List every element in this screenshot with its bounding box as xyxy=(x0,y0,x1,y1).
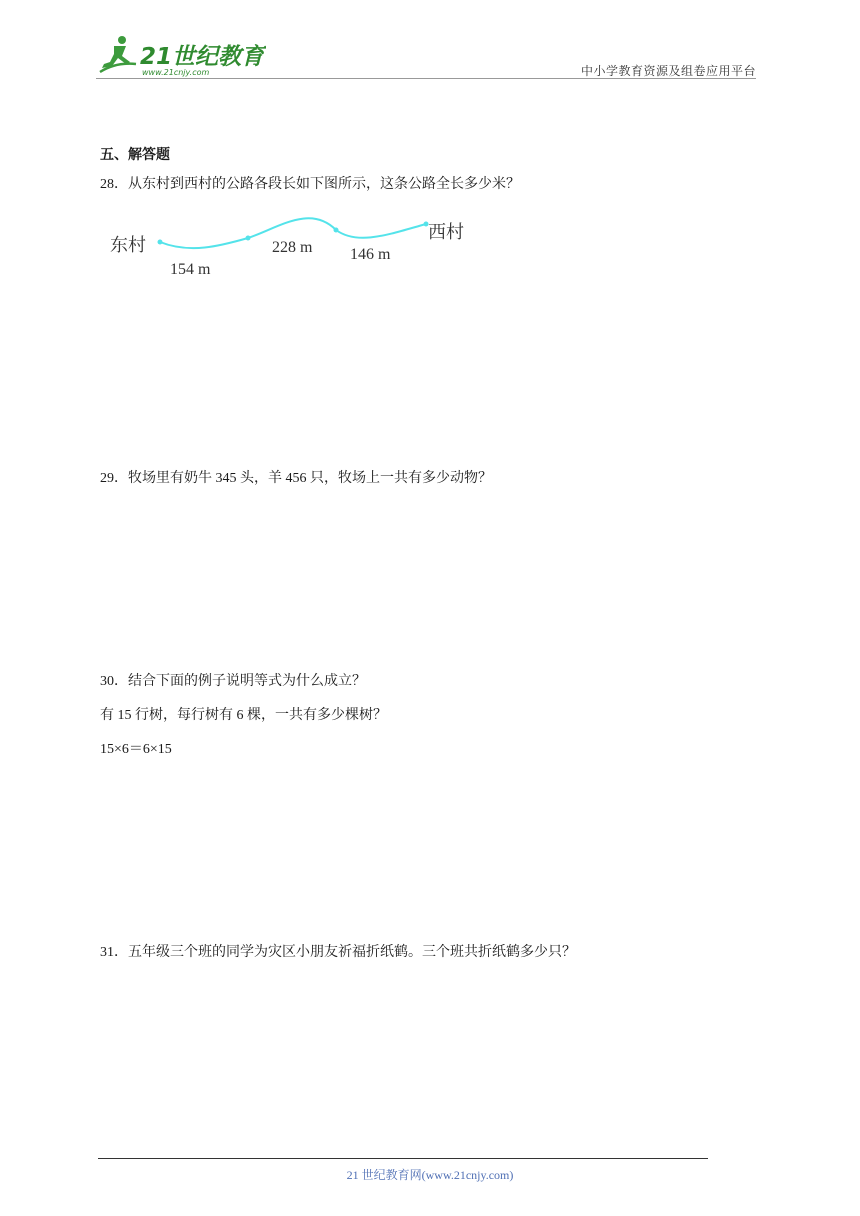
question-29: 29．牧场里有奶牛 345 头，羊 456 只，牧场上一共有多少动物？ xyxy=(100,471,492,486)
footer-link[interactable]: 21 世纪教育网(www.21cnjy.com) xyxy=(346,1168,514,1182)
question-31: 31．五年级三个班的同学为灾区小朋友祈福折纸鹤。三个班共折纸鹤多少只？ xyxy=(100,945,576,960)
runner-icon xyxy=(100,36,136,72)
question-30-example: 有 15 行树，每行树有 6 棵，一共有多少棵树？ xyxy=(100,708,387,723)
road-point-1 xyxy=(246,236,251,241)
header-divider xyxy=(96,78,756,79)
label-east-village: 东村 xyxy=(110,235,146,255)
road-diagram xyxy=(100,206,480,290)
segment-label-3: 146 m xyxy=(350,246,391,263)
site-logo xyxy=(96,32,266,80)
section-title: 五、解答题 xyxy=(100,147,170,163)
road-point-start xyxy=(158,240,163,245)
segment-label-2: 228 m xyxy=(272,239,313,256)
question-30: 30．结合下面的例子说明等式为什么成立？ xyxy=(100,674,366,689)
question-28: 28．从东村到西村的公路各段长如下图所示，这条公路全长多少米？ xyxy=(100,177,520,192)
road-point-2 xyxy=(334,228,339,233)
footer-divider xyxy=(98,1158,708,1159)
label-west-village: 西村 xyxy=(428,222,464,242)
segment-label-1: 154 m xyxy=(170,261,211,278)
question-30-equation: 15×6＝6×15 xyxy=(100,742,172,757)
logo-text: 21世纪教育 xyxy=(140,44,265,70)
logo-url: www.21cnjy.com xyxy=(142,68,210,77)
header-platform-text: 中小学教育资源及组卷应用平台 xyxy=(580,64,756,78)
